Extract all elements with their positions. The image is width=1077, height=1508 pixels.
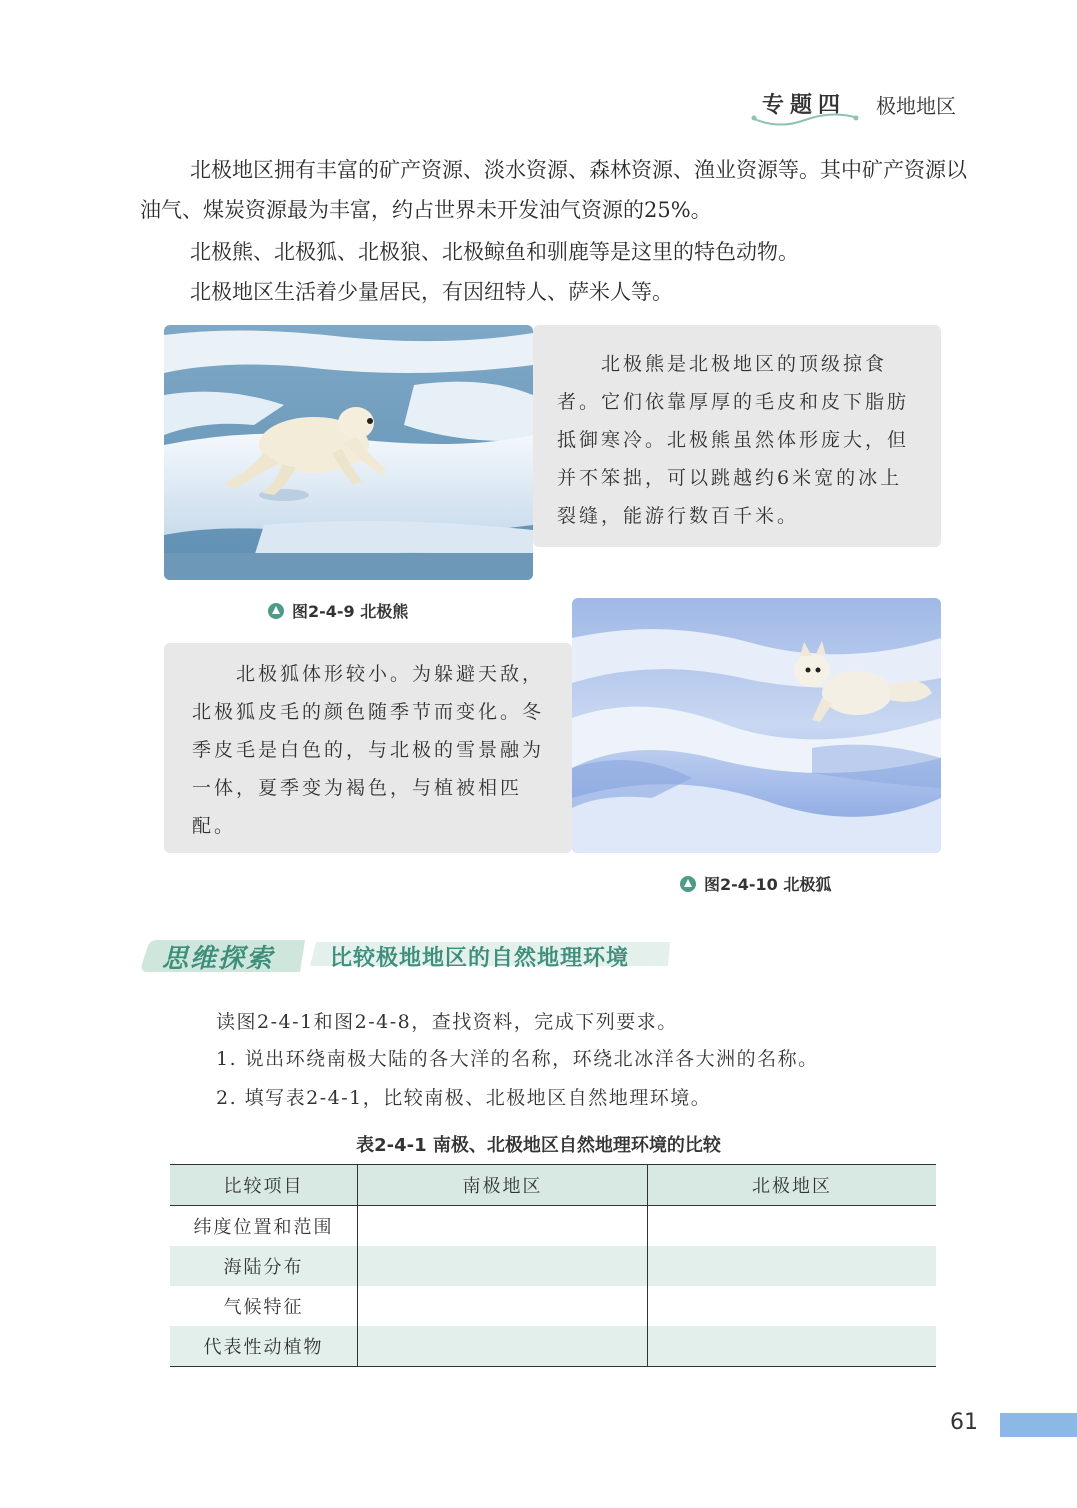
section-title: 思维探索 [162,944,275,974]
empty-cell[interactable] [358,1206,648,1247]
figure-caption-arctic-fox [680,872,831,895]
header-cell: 比较项目 [170,1165,358,1206]
polar-bear-photo [164,325,533,580]
header-cell: 北极地区 [648,1165,937,1206]
chapter-title: 极地地区 [876,94,956,118]
page-number: 61 [950,1410,978,1435]
page-tab-decoration [1000,1413,1077,1437]
header-decoration [750,112,860,128]
empty-cell[interactable] [648,1206,937,1247]
table-header-row [170,1165,936,1206]
paragraph-animals: 北极熊、北极狐、北极狼、北极鲸鱼和驯鹿等是这里的特色动物。 [190,240,799,264]
table-row [170,1326,936,1367]
triangle-marker-icon [268,603,284,619]
empty-cell[interactable] [358,1246,648,1286]
empty-cell[interactable] [648,1286,937,1326]
empty-cell[interactable] [648,1326,937,1367]
polar-bear-description: 北极熊是北极地区的顶级掠食者。它们依靠厚厚的毛皮和皮下脂肪抵御寒冷。北极熊虽然体形庞大，但并不笨拙，可以跳越约6米宽的冰上裂缝，能游行数百千米。 [533,325,941,547]
row-label: 纬度位置和范围 [170,1206,358,1247]
task-item-1: 1. 说出环绕南极大陆的各大洋的名称，环绕北冰洋各大洲的名称。 [216,1048,819,1070]
empty-cell[interactable] [358,1286,648,1326]
caption-text: 图2-4-9 北极熊 [292,602,409,621]
row-label: 气候特征 [170,1286,358,1326]
table-title: 表2-4-1 南极、北极地区自然地理环境的比较 [356,1135,721,1156]
table-row [170,1246,936,1286]
arctic-fox-photo [572,598,941,853]
row-label: 海陆分布 [170,1246,358,1286]
section-subtitle: 比较极地地区的自然地理环境 [330,946,630,971]
figure-caption-polar-bear [268,599,408,622]
empty-cell[interactable] [648,1246,937,1286]
arctic-fox-description: 北极狐体形较小。为躲避天敌，北极狐皮毛的颜色随季节而变化。冬季皮毛是白色的，与北极的雪景融为一体，夏季变为褐色，与植被相匹配。 [164,643,572,853]
table-row [170,1286,936,1326]
header-cell: 南极地区 [358,1165,648,1206]
caption-text: 图2-4-10 北极狐 [704,875,832,894]
empty-cell[interactable] [358,1326,648,1367]
row-label: 代表性动植物 [170,1326,358,1367]
task-intro: 读图2-4-1和图2-4-8，查找资料，完成下列要求。 [216,1011,678,1033]
table-row [170,1206,936,1247]
triangle-marker-icon [680,876,696,892]
comparison-table [170,1164,936,1367]
paragraph-resources: 北极地区拥有丰富的矿产资源、淡水资源、森林资源、渔业资源等。其中矿产资源以油气、煤炭资源最为丰富，约占世界未开发油气资源的25%。 [140,158,967,222]
paragraph-residents: 北极地区生活着少量居民，有因纽特人、萨米人等。 [190,280,673,304]
task-item-2: 2. 填写表2-4-1，比较南极、北极地区自然地理环境。 [216,1087,712,1109]
topic-label: 专题四 [762,93,847,118]
